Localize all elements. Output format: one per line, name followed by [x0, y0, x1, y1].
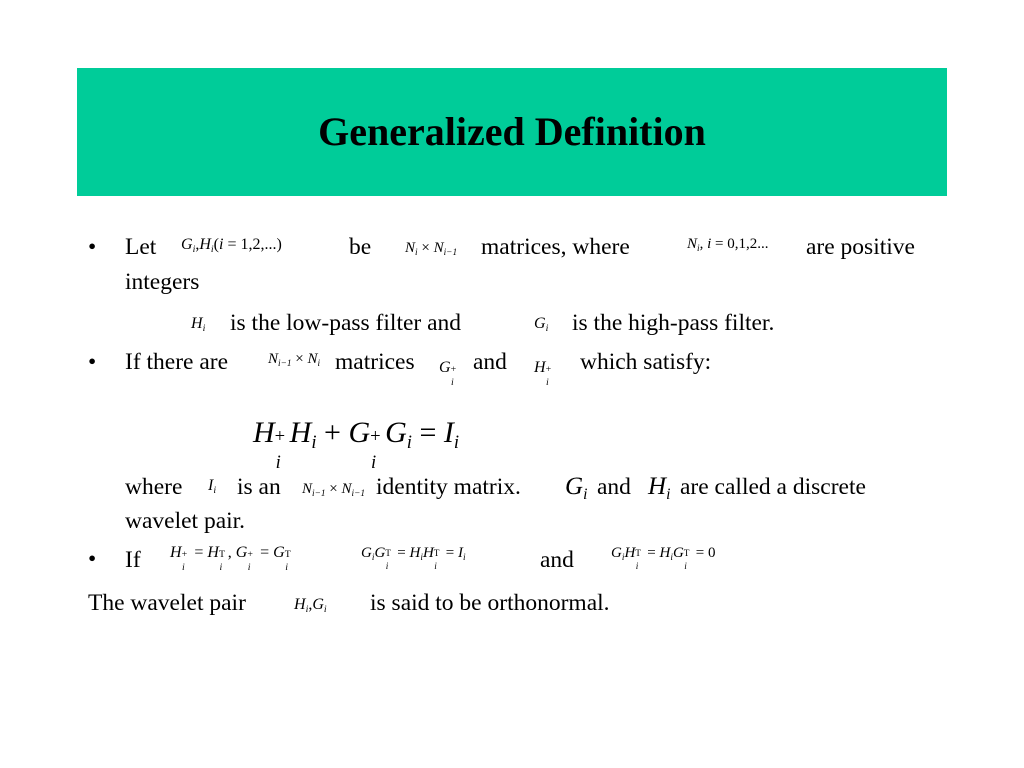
- math-hi-inline: $H_i$: [648, 473, 671, 503]
- text-let: Let: [125, 234, 157, 260]
- math-condition-transpose: H + i = H T i , G + i = G T i: [170, 544, 291, 574]
- text-and: and: [473, 349, 507, 375]
- title-band: [77, 68, 947, 196]
- text-and-2: and: [597, 474, 631, 500]
- text-are-positive: are positive: [806, 234, 915, 260]
- math-size-ni1-ni1: $N_{i-1} \times N_{i-1}$: [302, 481, 366, 499]
- math-gi-hi-range: $G_i,H_i(i = 1,2,...)$: [181, 236, 282, 256]
- text-matrices-where: matrices, where: [481, 234, 630, 260]
- bullet-1: •: [88, 234, 97, 260]
- bullet-2: •: [88, 349, 97, 375]
- text-the-wavelet-pair: The wavelet pair: [88, 590, 246, 616]
- text-high-pass: is the high-pass filter.: [572, 310, 775, 336]
- text-orthonormal: is said to be orthonormal.: [370, 590, 610, 616]
- math-condition-zero: $G_iH$ T i = $H_iG$ T i = 0: [611, 545, 716, 572]
- text-identity-matrix: identity matrix.: [376, 474, 521, 500]
- math-gi-inline: $G_i$: [565, 473, 588, 503]
- slide-title: Generalized Definition: [318, 109, 706, 154]
- text-low-pass: is the low-pass filter and: [230, 310, 462, 336]
- text-which-satisfy: which satisfy:: [580, 349, 712, 375]
- text-called-discrete: are called a discrete: [680, 474, 866, 500]
- text-integers: integers: [125, 269, 200, 295]
- text-if: If: [125, 547, 141, 573]
- math-hi-plus: H + i: [534, 359, 552, 389]
- math-gi: $G_i$: [534, 315, 549, 335]
- math-gi-plus: G + i: [439, 359, 457, 389]
- text-be: be: [349, 234, 372, 260]
- math-size-ni1-ni: $N_{i-1} \times N_i$: [268, 351, 321, 369]
- main-equation: H + i $H_i + G$ + i $G_i = I_i$: [253, 416, 460, 473]
- text-where: where: [125, 474, 183, 500]
- text-is-an: is an: [237, 474, 281, 500]
- bullet-3: •: [88, 546, 97, 572]
- text-if-there-are: If there are: [125, 349, 229, 375]
- math-hi: $H_i$: [191, 315, 206, 335]
- math-ii: $I_i$: [208, 477, 217, 497]
- math-condition-identity: $G_iG$ T i = $H_iH$ T i = $I_i$: [361, 545, 466, 572]
- math-size-ni-ni1: $N_i \times N_{i-1}$: [405, 240, 458, 258]
- text-and-3: and: [540, 547, 574, 573]
- math-ni-range: $N_i$, i = 0,1,2...: [687, 236, 769, 254]
- math-hi-gi-pair: $H_i,G_i$: [294, 596, 327, 616]
- text-wavelet-pair: wavelet pair.: [125, 508, 246, 534]
- text-matrices: matrices: [335, 349, 415, 375]
